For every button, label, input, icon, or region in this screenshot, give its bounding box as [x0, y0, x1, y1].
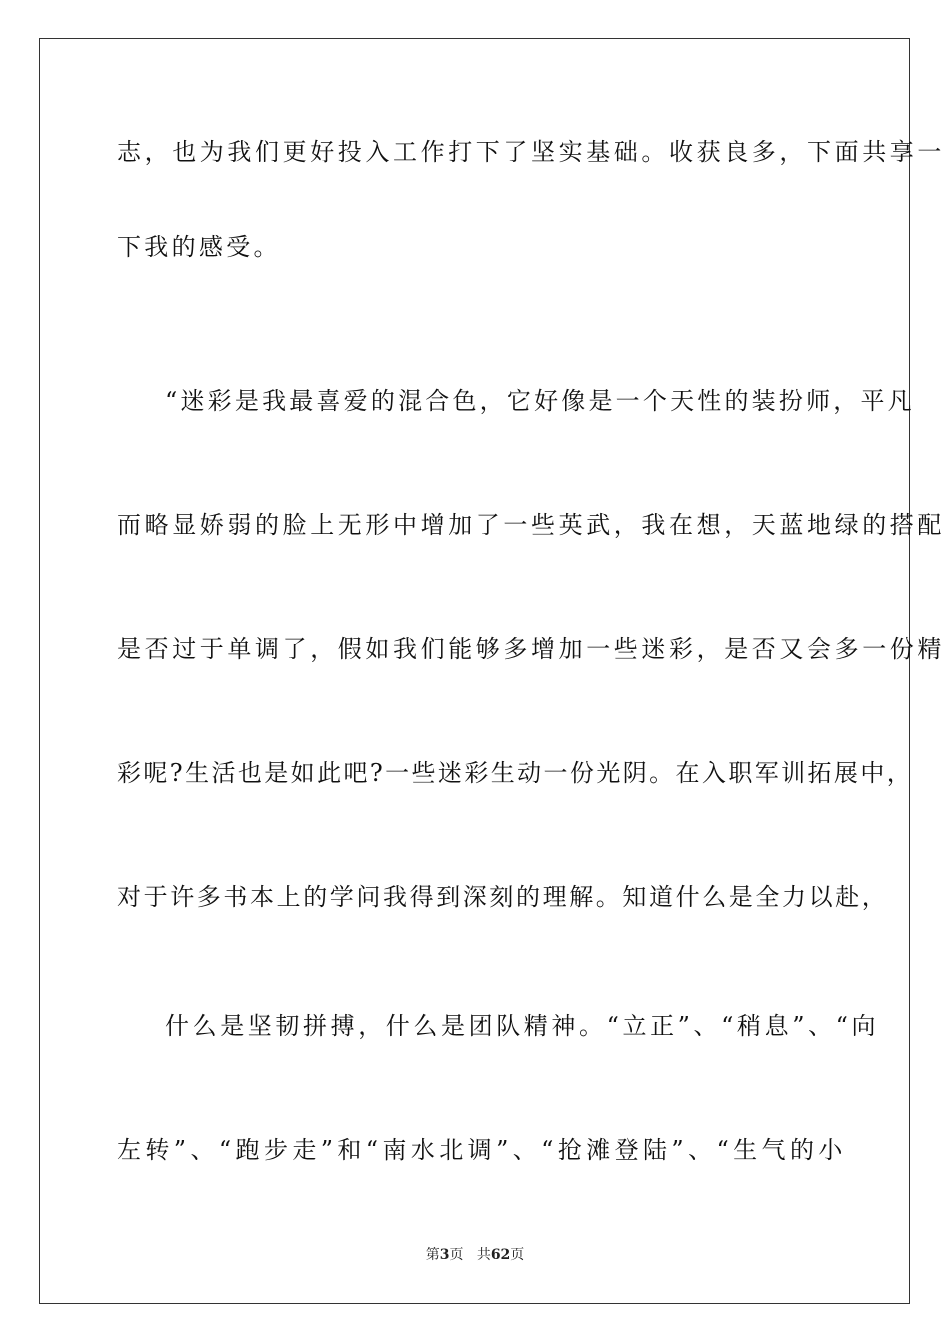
- total-prefix: 共: [476, 1247, 491, 1263]
- text-line-8: 什么是坚韧拼搏，什么是团队精神。“立正”、“稍息”、“向: [165, 1012, 880, 1040]
- text-line-2: 下我的感受。: [117, 233, 281, 261]
- total-pages: 62: [490, 1247, 511, 1263]
- text-line-4: 而略显娇弱的脸上无形中增加了一些英武，我在想，天蓝地绿的搭配: [117, 511, 945, 539]
- text-line-9: 左转”、“跑步走”和“南水北调”、“抢滩登陆”、“生气的小: [117, 1136, 847, 1164]
- text-line-1: 志，也为我们更好投入工作打下了坚实基础。收获良多，下面共享一: [117, 138, 945, 166]
- text-line-3: “迷彩是我最喜爱的混合色，它好像是一个天性的装扮师，平凡: [165, 387, 915, 415]
- page-number: 3: [439, 1247, 450, 1263]
- page-footer: [0, 1246, 950, 1264]
- page-suffix: 页: [449, 1247, 464, 1263]
- text-line-6: 彩呢?生活也是如此吧?一些迷彩生动一份光阴。在入职军训拓展中，: [117, 759, 914, 787]
- text-line-5: 是否过于单调了，假如我们能够多增加一些迷彩，是否又会多一份精: [117, 635, 945, 663]
- total-suffix: 页: [510, 1247, 525, 1263]
- text-line-7: 对于许多书本上的学问我得到深刻的理解。知道什么是全力以赴，: [117, 883, 889, 911]
- page-border: [39, 38, 945, 1304]
- page-prefix: 第: [425, 1247, 440, 1263]
